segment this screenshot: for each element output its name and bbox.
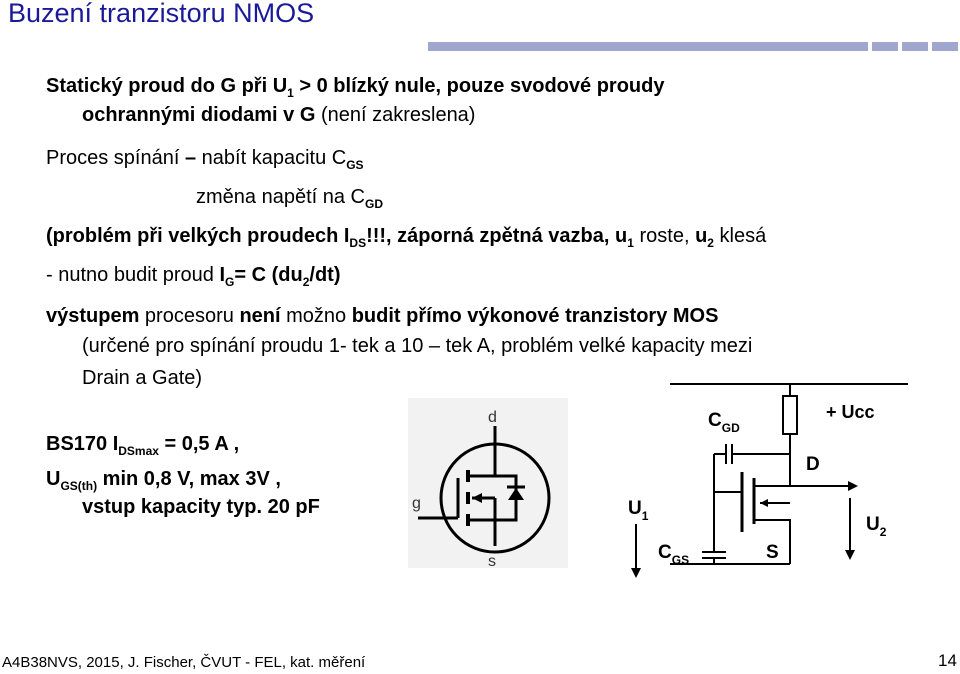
label-d: D — [806, 454, 820, 475]
text-line-2: ochrannými diodami v G (není zakreslena) — [82, 104, 476, 126]
label-cgs: $C_{GS}$ — [658, 542, 690, 567]
text-line-1: Statický proud do G při $U_1 > 0$ blízký nule, pouze svodové proudy — [46, 75, 665, 100]
title-underline-bar — [428, 42, 868, 51]
page-number: 14 — [938, 651, 957, 670]
text-line-9: Drain a Gate) — [82, 367, 203, 389]
footer-credit: A4B38NVS, 2015, J. Fischer, ČVUT - FEL, kat. měření — [2, 654, 366, 671]
title-underline-segment-3 — [932, 42, 958, 51]
text-line-8: (určené pro spínání proudu 1- tek a 10 – tek A, problém velké kapacity mezi — [82, 335, 753, 357]
symbol-label-g: g — [412, 495, 421, 512]
title-underline-segment-1 — [872, 42, 898, 51]
drain-arrow-head — [848, 481, 858, 491]
text-line-4: změna napětí na $C_{GD}$ — [196, 186, 383, 211]
label-u2: $U_2$ — [866, 514, 887, 539]
text-line-11: $U_{GS(th)}$ min 0,8 V, max 3V , — [46, 468, 281, 493]
label-cgd: $C_{GD}$ — [708, 410, 740, 435]
label-s: S — [766, 542, 779, 563]
text-line-6: - nutno budit proud $I_G= C$ $(du_2/dt)$ — [46, 264, 341, 289]
text-line-5: (problém při velkých proudech $I_{DS}$!!!, záporná zpětná vazba, $u_1$ roste, $u_2$ klesá — [46, 225, 767, 250]
text-line-7: výstupem procesoru není možno budit přímo výkonové tranzistory MOS — [46, 305, 719, 327]
source-arrow-head — [760, 499, 768, 507]
title-underline-segment-2 — [902, 42, 928, 51]
slide-title: Buzení tranzistoru NMOS — [8, 0, 315, 28]
text-line-12: vstup kapacity typ. 20 pF — [82, 496, 320, 518]
text-line-3: Proces spínání – nabít kapacitu $C_{GS}$ — [46, 147, 364, 172]
text-line-10: BS170 $I_{DSmax} = 0,5$ A , — [46, 433, 240, 458]
symbol-label-d: d — [488, 409, 497, 426]
symbol-label-s: s — [488, 553, 496, 570]
u1-arrow-head — [631, 568, 641, 578]
load-resistor — [783, 396, 797, 434]
mosfet-drain-wire — [754, 454, 790, 486]
switching-circuit-diagram — [620, 374, 956, 600]
label-u1: $U_1$ — [628, 498, 649, 523]
u2-arrow-head — [845, 550, 855, 560]
label-ucc: + Ucc — [826, 402, 875, 422]
nmos-symbol-diagram — [400, 396, 580, 576]
